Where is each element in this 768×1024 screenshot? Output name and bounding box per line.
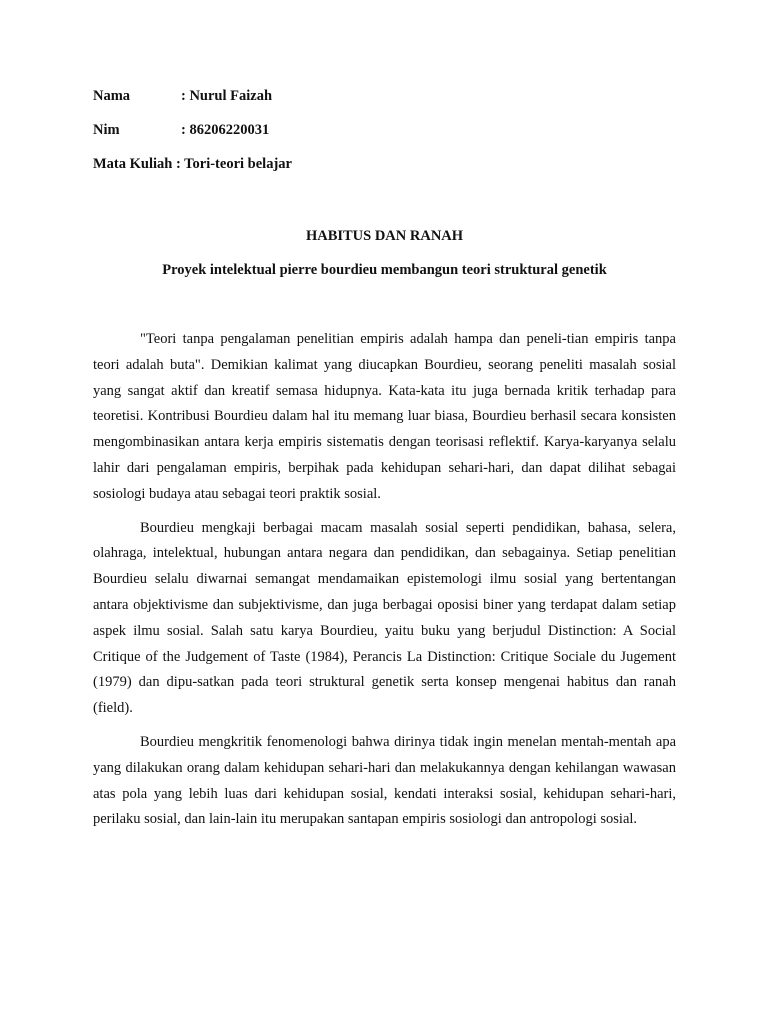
paragraph-3: Bourdieu mengkritik fenomenologi bahwa dirinya tidak ingin menelan mentah-mentah apa yang dilakukan orang dalam kehidupan sehari-hari dan melakukannya dengan kehilangan wawasan atas pola yang lebih luas dari kehidupan sosial, kendati interaksi sosial, kehidupan sehari-hari, perilaku sosial, dan lain-lain itu merupakan santapan empiris sosiologi dan antropologi sosial. [93,733,676,828]
nim-value: : 86206220031 [181,122,270,138]
course-value: : Tori-teori belajar [172,156,292,172]
nim-row [93,120,593,140]
body-text [93,327,676,841]
paragraph-2: Bourdieu mengkaji berbagai macam masalah sosial seperti pendidikan, bahasa, selera, olahraga, intelektual, hubungan antara negara dan pendidikan, dan sebagainya. Setiap penelitian Bourdieu selalu diwarnai semangat mendamaikan epistemologi ilmu sosial yang bertentangan antara objektivisme dan subjektivisme, dan juga berbagai oposisi biner yang terdapat dalam setiap aspek ilmu sosial. Salah satu karya Bourdieu, yaitu buku yang berjudul Distinction: A Social Critique of the Judgement of Taste (1984), Perancis La Distinction: Critique Sociale du Jugement (1979) dan dipu-satkan pada teori struktural genetik serta konsep mengenai habitus dan ranah (field). [93,519,676,717]
nim-label: Nim [93,122,120,138]
name-row [93,86,593,106]
course-label: Mata Kuliah [93,156,173,172]
name-label: Nama [93,88,131,104]
document-subtitle: Proyek intelektual pierre bourdieu membangun teori struktural genetik [162,262,607,278]
course-row [93,154,593,174]
document-title: HABITUS DAN RANAH [305,228,464,244]
name-value: : Nurul Faizah [181,88,273,104]
student-info-header [93,86,593,188]
paragraph-1: "Teori tanpa pengalaman penelitian empiris adalah hampa dan peneli-tian empiris tanpa teori adalah buta". Demikian kalimat yang diucapkan Bourdieu, seorang peneliti masalah sosial yang sangat aktif dan kreatif semasa hidupnya. Kata-kata itu juga bernada kritik terhadap para teoretisi. Kontribusi Bourdieu dalam hal itu memang luar biasa, Bourdieu berhasil secara konsisten mengombinasikan antara kerja empiris sistematis dengan teorisasi reflektif. Karya-karyanya selalu lahir dari pengalaman empiris, berpihak pada kehidupan sehari-hari, dan dapat dilihat sebagai sosiologi budaya atau sebagai teori praktik sosial. [93,331,676,502]
